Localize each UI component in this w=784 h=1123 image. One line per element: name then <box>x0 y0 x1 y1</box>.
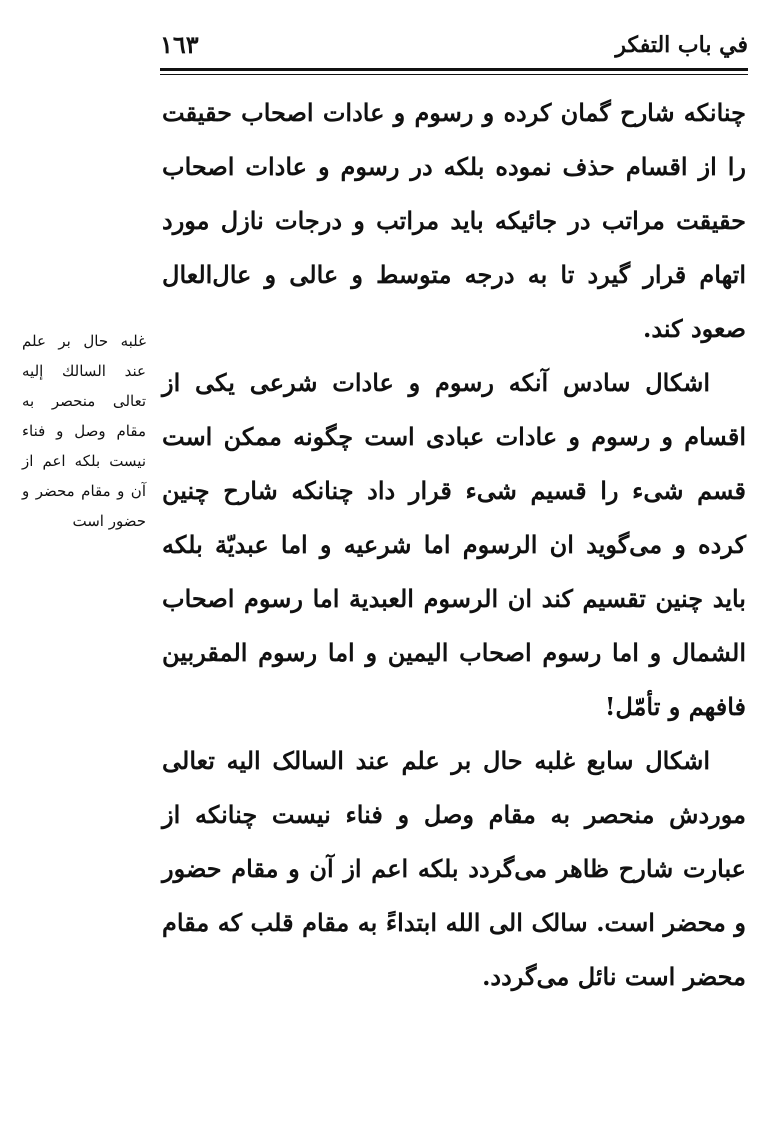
paragraph-3: اشكال سابع غلبه حال بر علم عند السالک اليه تعالى موردش منحصر به مقام وصل و فناء نيست چنانكه از عبارت شارح ظاهر مى‌گردد بلكه اعم از آن و مقام حضور و محضر است. سالک الى الله ابتداءً به مقام قلب كه مقام محضر است نائل مى‌گردد. <box>162 746 746 991</box>
paragraph-1: چنانكه شارح گمان كرده و رسوم و عادات اصحاب حقيقت را از اقسام حذف نموده بلكه در رسوم و عادات اصحاب حقيقت مراتب در جائيكه بايد مراتب و درجات نازل مورد اتهام قرار گيرد تا به درجه متوسط و عالى و عال‌العال صعود كند. <box>162 98 746 343</box>
page-number: ١٦٣ <box>160 30 199 59</box>
header-rule-thick <box>160 68 748 71</box>
paragraph-2: اشكال سادس آنكه رسوم و عادات شرعى يكى از اقسام و رسوم و عادات عبادى است چگونه ممكن است قسم شىء را قسيم شىء قرار داد چنانكه شارح چنين كرده و مى‌گويد ان الرسوم اما شرعيه و اما عبديّة بلكه بايد چنين تقسيم كند ان الرسوم العبدية اما رسوم اصحاب الشمال و اما رسوم اصحاب اليمين و اما رسوم المقربين فافهم و تأمّل! <box>162 368 746 721</box>
margin-note: غلبه حال بر علم عند السالك إليه تعالى منحصر به مقام وصل و فناء نيست بلكه اعم از آن و مقام محضر و حضور است <box>22 332 146 530</box>
main-text-column <box>162 86 746 1004</box>
running-header <box>160 28 748 68</box>
running-title: في باب التفكر <box>615 32 748 58</box>
header-rule-thin <box>160 74 748 75</box>
